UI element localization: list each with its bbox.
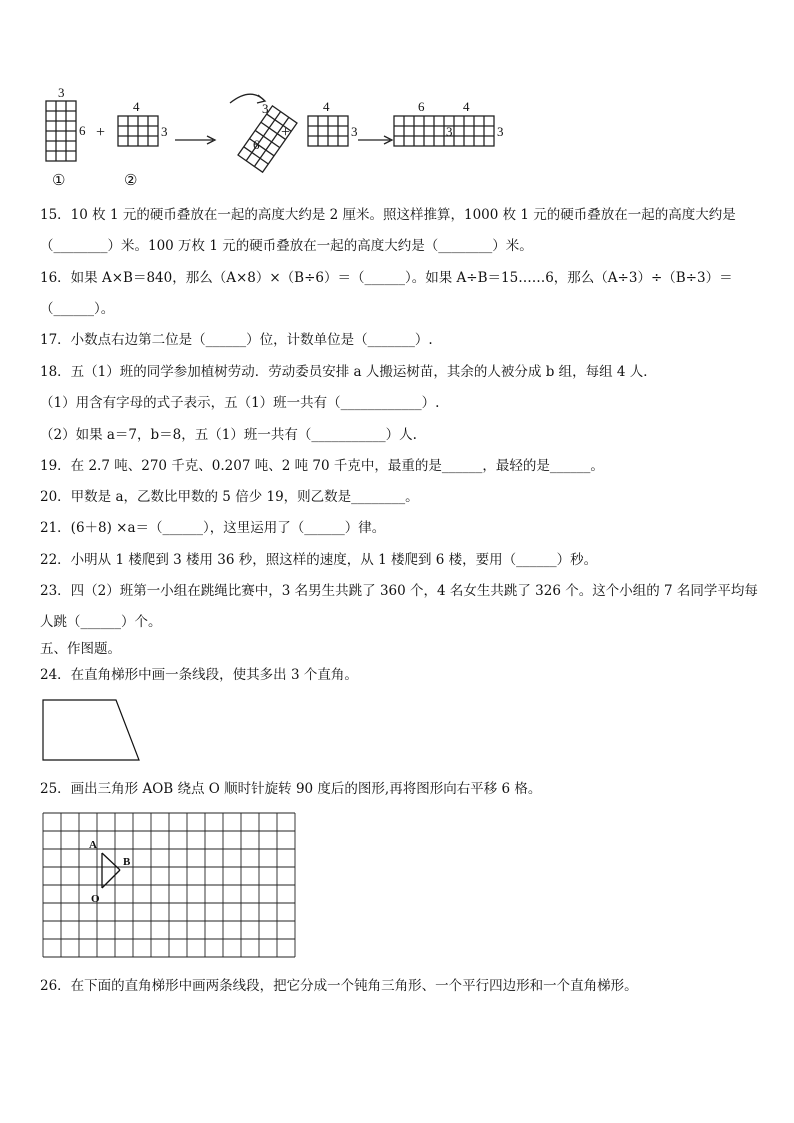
shape3-side-label: 3 [351, 124, 358, 139]
question-18-line-1: 18．五（1）班的同学参加植树劳动．劳动委员安排 a 人搬运树苗，其余的人被分成 b 组，每组 4 人． [40, 364, 657, 380]
question-22: 22．小明从 1 楼爬到 3 楼用 36 秒，照这样的速度，从 1 楼爬到 6 楼，要用（______）秒。 [40, 552, 598, 568]
point-a-label: A [89, 839, 97, 851]
triangle-aob [102, 853, 120, 888]
shape-3-grid [308, 116, 348, 146]
question-26: 26．在下面的直角梯形中画两条线段，把它分成一个钝角三角形、一个平行四边形和一个直角梯形。 [40, 978, 638, 994]
result-top-left-label: 6 [418, 99, 425, 114]
question-19: 19．在 2.7 吨、270 千克、0.207 吨、2 吨 70 千克中，最重的是______，最轻的是______。 [40, 458, 604, 474]
question-15-line-1: 15．10 枚 1 元的硬币叠放在一起的高度大约是 2 厘米。照这样推算，1000 枚 1 元的硬币叠放在一起的高度大约是 [40, 207, 736, 223]
question-16-line-2: （______）。 [40, 301, 115, 317]
question-25: 25．画出三角形 AOB 绕点 O 顺时针旋转 90 度后的图形,再将图形向右平移 6 格。 [40, 781, 542, 797]
shape-1-grid [46, 101, 76, 161]
question-18-part-1: （1）用含有字母的式子表示，五（1）班一共有（____________）. [40, 395, 440, 411]
plus-sign-1: + [96, 124, 106, 141]
question-20: 20．甲数是 a，乙数比甲数的 5 倍少 19，则乙数是________。 [40, 489, 419, 505]
question-23-line-1: 23．四（2）班第一小组在跳绳比赛中，3 名男生共跳了 360 个，4 名女生共跳了 326 个。这个小组的 7 名同学平均每 [40, 583, 758, 599]
rotated-label-6: 6 [253, 137, 260, 152]
point-o-label: O [91, 893, 100, 905]
question-24: 24．在直角梯形中画一条线段，使其多出 3 个直角。 [40, 667, 358, 683]
tiling-figure [38, 85, 508, 190]
result-top-right-label: 4 [463, 99, 470, 114]
result-mid-label: 3 [446, 124, 453, 139]
rotated-label-3: 3 [262, 101, 269, 116]
question-15-line-2: （________）米。100 万枚 1 元的硬币叠放在一起的高度大约是（________）米。 [40, 238, 533, 254]
question-23-line-2: 人跳（______）个。 [40, 614, 162, 630]
question-17: 17．小数点右边第二位是（______）位，计数单位是（_______）. [40, 332, 433, 348]
section-5-heading: 五、作图题。 [40, 641, 121, 657]
shape3-top-label: 4 [323, 99, 330, 114]
point-b-label: B [123, 856, 131, 868]
shape1-top-label: 3 [58, 85, 65, 100]
shape1-side-label: 6 [79, 123, 86, 138]
shape2-side-label: 3 [161, 124, 168, 139]
trapezoid-figure-24 [40, 697, 150, 767]
caption-1: ① [52, 173, 66, 189]
question-16-line-1: 16．如果 A×B＝840，那么（A×8）×（B÷6）＝（______）。如果 A÷B＝15……6，那么（A÷3）÷（B÷3）＝ [40, 270, 733, 286]
shape-2-grid [118, 116, 158, 146]
question-21: 21．(6＋8) ×a＝（______），这里运用了（______）律。 [40, 520, 386, 536]
result-grid [394, 116, 494, 146]
shape2-top-label: 4 [133, 99, 140, 114]
result-right-label: 3 [497, 124, 504, 139]
question-18-part-2: （2）如果 a＝7，b＝8，五（1）班一共有（___________）人. [40, 427, 417, 443]
plus-sign-2: + [281, 124, 291, 141]
caption-2: ② [124, 173, 138, 189]
grid-figure-25 [40, 810, 302, 962]
